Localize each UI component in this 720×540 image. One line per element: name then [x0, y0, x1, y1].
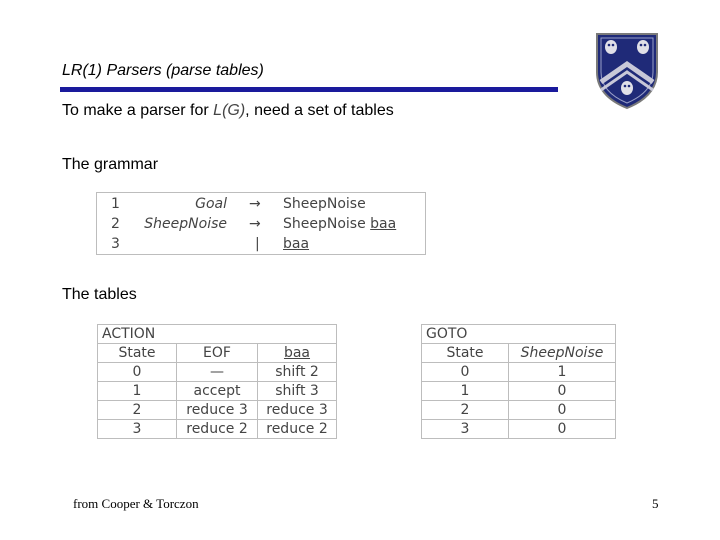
table-header-row	[98, 344, 337, 363]
table-cell: 0	[422, 363, 509, 382]
action-table	[97, 324, 337, 439]
table-cell: 2	[422, 401, 509, 420]
table-cell: 1	[509, 363, 616, 382]
table-cell: reduce 2	[258, 420, 337, 439]
page-number: 5	[652, 496, 659, 511]
grammar-row	[97, 194, 425, 214]
footer-credit: from Cooper & Torczon	[73, 496, 199, 511]
table-cell: 0	[509, 401, 616, 420]
intro-text	[62, 102, 394, 120]
table-header-row	[422, 344, 616, 363]
table-title-row	[422, 325, 616, 344]
grammar-rhs	[283, 216, 396, 232]
table-title-row	[98, 325, 337, 344]
table-cell: —	[177, 363, 258, 382]
rice-crest-logo	[593, 30, 661, 110]
tables-heading: The tables	[62, 286, 137, 303]
goto-table-title: GOTO	[422, 325, 616, 344]
table-cell: reduce 2	[177, 420, 258, 439]
grammar-lhs: SheepNoise	[144, 216, 227, 232]
grammar-row	[97, 214, 425, 234]
table-row	[422, 382, 616, 401]
title-rule	[60, 87, 558, 92]
grammar-rule-number: 2	[111, 216, 120, 232]
column-header: State	[422, 344, 509, 363]
grammar-rhs	[283, 196, 366, 212]
grammar-rhs-text: SheepNoise	[283, 196, 366, 212]
table-cell: reduce 3	[177, 401, 258, 420]
arrow-symbol: →	[249, 196, 261, 212]
table-cell: reduce 3	[258, 401, 337, 420]
intro-after: , need a set of tables	[245, 102, 394, 119]
table-cell: shift 3	[258, 382, 337, 401]
column-header: SheepNoise	[509, 344, 616, 363]
slide-title: LR(1) Parsers (parse tables)	[62, 62, 264, 79]
grammar-heading: The grammar	[62, 156, 159, 173]
column-header: baa	[258, 344, 337, 363]
table-row	[422, 401, 616, 420]
table-cell: accept	[177, 382, 258, 401]
grammar-table	[96, 192, 426, 255]
table-row	[98, 382, 337, 401]
table-cell: 3	[422, 420, 509, 439]
table-cell: 0	[509, 420, 616, 439]
column-header: State	[98, 344, 177, 363]
grammar-rhs-terminal: baa	[283, 236, 310, 252]
goto-table	[421, 324, 616, 439]
alternation-symbol: |	[255, 236, 260, 252]
grammar-rule-number: 3	[111, 236, 120, 252]
table-cell: 3	[98, 420, 177, 439]
table-row	[422, 420, 616, 439]
grammar-row	[97, 234, 425, 254]
action-table-title: ACTION	[98, 325, 337, 344]
grammar-rhs-text: SheepNoise	[283, 216, 371, 232]
table-cell: 0	[98, 363, 177, 382]
table-row	[98, 401, 337, 420]
intro-before: To make a parser for	[62, 102, 214, 119]
column-header: EOF	[177, 344, 258, 363]
table-row	[98, 420, 337, 439]
grammar-rhs-terminal: baa	[370, 216, 397, 232]
table-cell: shift 2	[258, 363, 337, 382]
grammar-rule-number: 1	[111, 196, 120, 212]
table-cell: 0	[509, 382, 616, 401]
grammar-rhs	[283, 236, 309, 252]
grammar-lhs: Goal	[195, 196, 227, 212]
intro-emph: L(G)	[213, 102, 246, 119]
table-cell: 2	[98, 401, 177, 420]
table-row	[98, 363, 337, 382]
table-cell: 1	[98, 382, 177, 401]
arrow-symbol: →	[249, 216, 261, 232]
table-cell: 1	[422, 382, 509, 401]
table-row	[422, 363, 616, 382]
